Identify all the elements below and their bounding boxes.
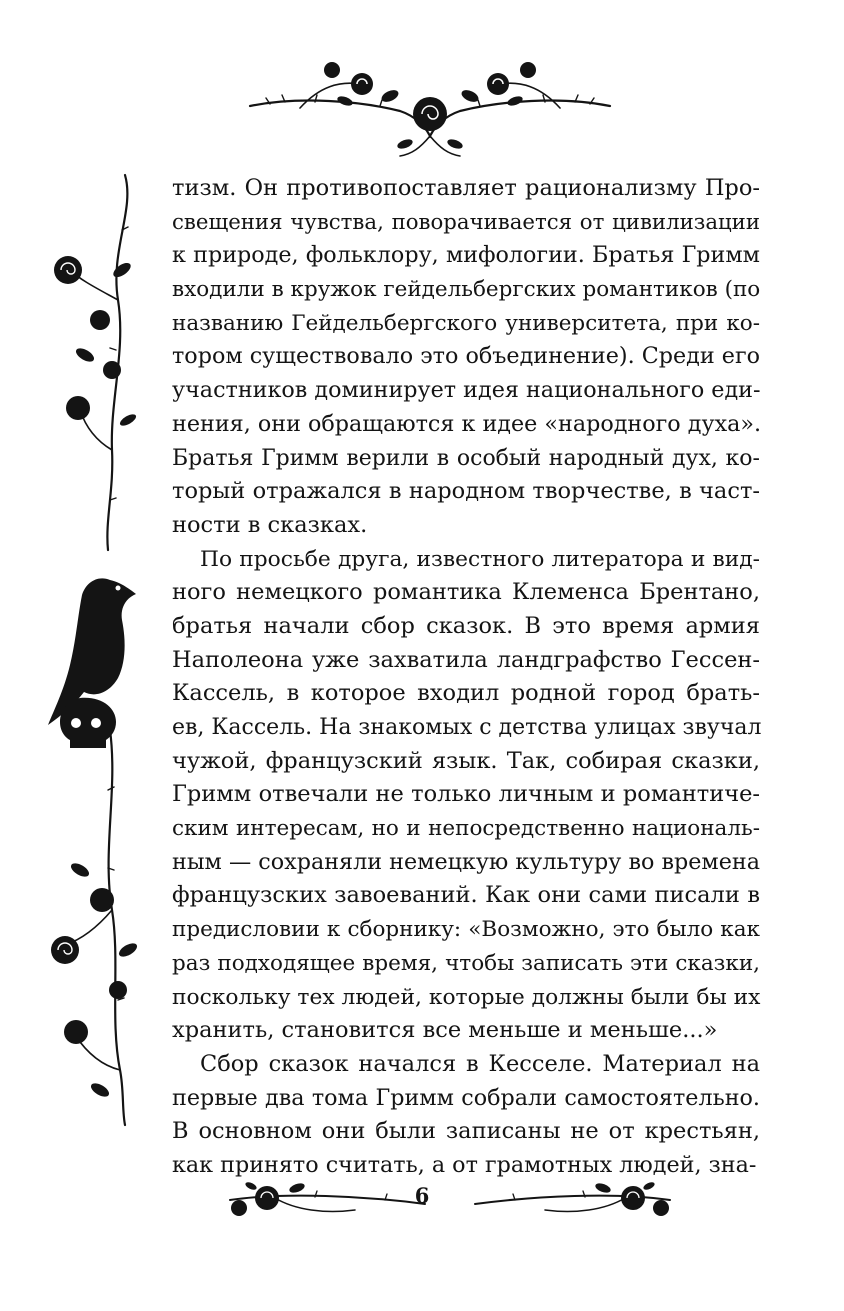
text-line: раз подходящее время, чтобы записать эти сказки, <box>172 950 760 976</box>
text-line: братья начали сбор сказок. В это время армия <box>172 612 760 639</box>
text-line: ским интересам, но и непосредственно националь- <box>172 816 760 842</box>
text-line: французских завоеваний. Как они сами писали в <box>172 882 760 909</box>
paragraph <box>172 172 760 543</box>
text-line: хранить, становится все меньше и меньше...» <box>172 1017 718 1044</box>
text-line: Сбор сказок начался в Кесселе. Материал на <box>200 1050 760 1077</box>
text-line: свещения чувства, поворачивается от цивилизации <box>172 209 760 235</box>
text-line: По просьбе друга, известного литератора и вид- <box>200 546 760 572</box>
text-line: ным — сохраняли немецкую культуру во времена <box>172 848 760 875</box>
paragraph <box>172 1048 760 1183</box>
text-line: торый отражался в народном творчестве, в част- <box>172 478 760 505</box>
rose-icon <box>54 256 82 284</box>
top-rose-ornament <box>240 56 620 166</box>
page-number: 6 <box>414 1183 430 1208</box>
text-line: В основном они были записаны не от крестьян, <box>172 1118 760 1145</box>
text-line: Братья Гримм верили в особый народный дух, ко- <box>172 445 760 471</box>
text-line: ности в сказках. <box>172 511 368 538</box>
body-text <box>172 172 760 1183</box>
text-line: ного немецкого романтика Клеменса Брентано, <box>172 579 760 606</box>
text-line: предисловии к сборнику: «Возможно, это было как <box>172 917 760 943</box>
text-line: как принято считать, а от грамотных людей, зна- <box>172 1151 757 1178</box>
text-line: ев, Кассель. На знакомых с детства улицах звучал <box>172 715 762 740</box>
skull-icon <box>60 698 116 748</box>
text-line: чужой, французский язык. Так, собирая сказки, <box>172 747 760 774</box>
text-line: поскольку тех людей, которые должны были бы их <box>172 984 761 1010</box>
text-line: входили в кружок гейдельбергских романтиков (по <box>172 277 761 303</box>
text-line: Наполеона уже захватила ландграфство Гессен- <box>172 646 760 673</box>
text-line: тизм. Он противопоставляет рационализму Про- <box>172 175 760 201</box>
text-line: первые два тома Гримм собрали самостоятельно. <box>172 1084 760 1111</box>
paragraph <box>172 543 760 1048</box>
text-line: тором существовало это объединение). Среди его <box>172 343 761 370</box>
text-line: нения, они обращаются к идее «народного духа». <box>172 410 762 437</box>
text-line: участников доминирует идея национального еди- <box>172 377 761 404</box>
text-line: названию Гейдельбергского университета, при ко- <box>172 310 760 336</box>
text-line: к природе, фольклору, мифологии. Братья Гримм <box>172 242 760 269</box>
left-raven-rose-border <box>40 170 150 1130</box>
center-rose-icon <box>413 97 447 131</box>
text-line: Гримм отвечали не только личным и романтиче- <box>172 781 760 808</box>
text-line: Кассель, в которое входил родной город брать- <box>172 680 760 707</box>
